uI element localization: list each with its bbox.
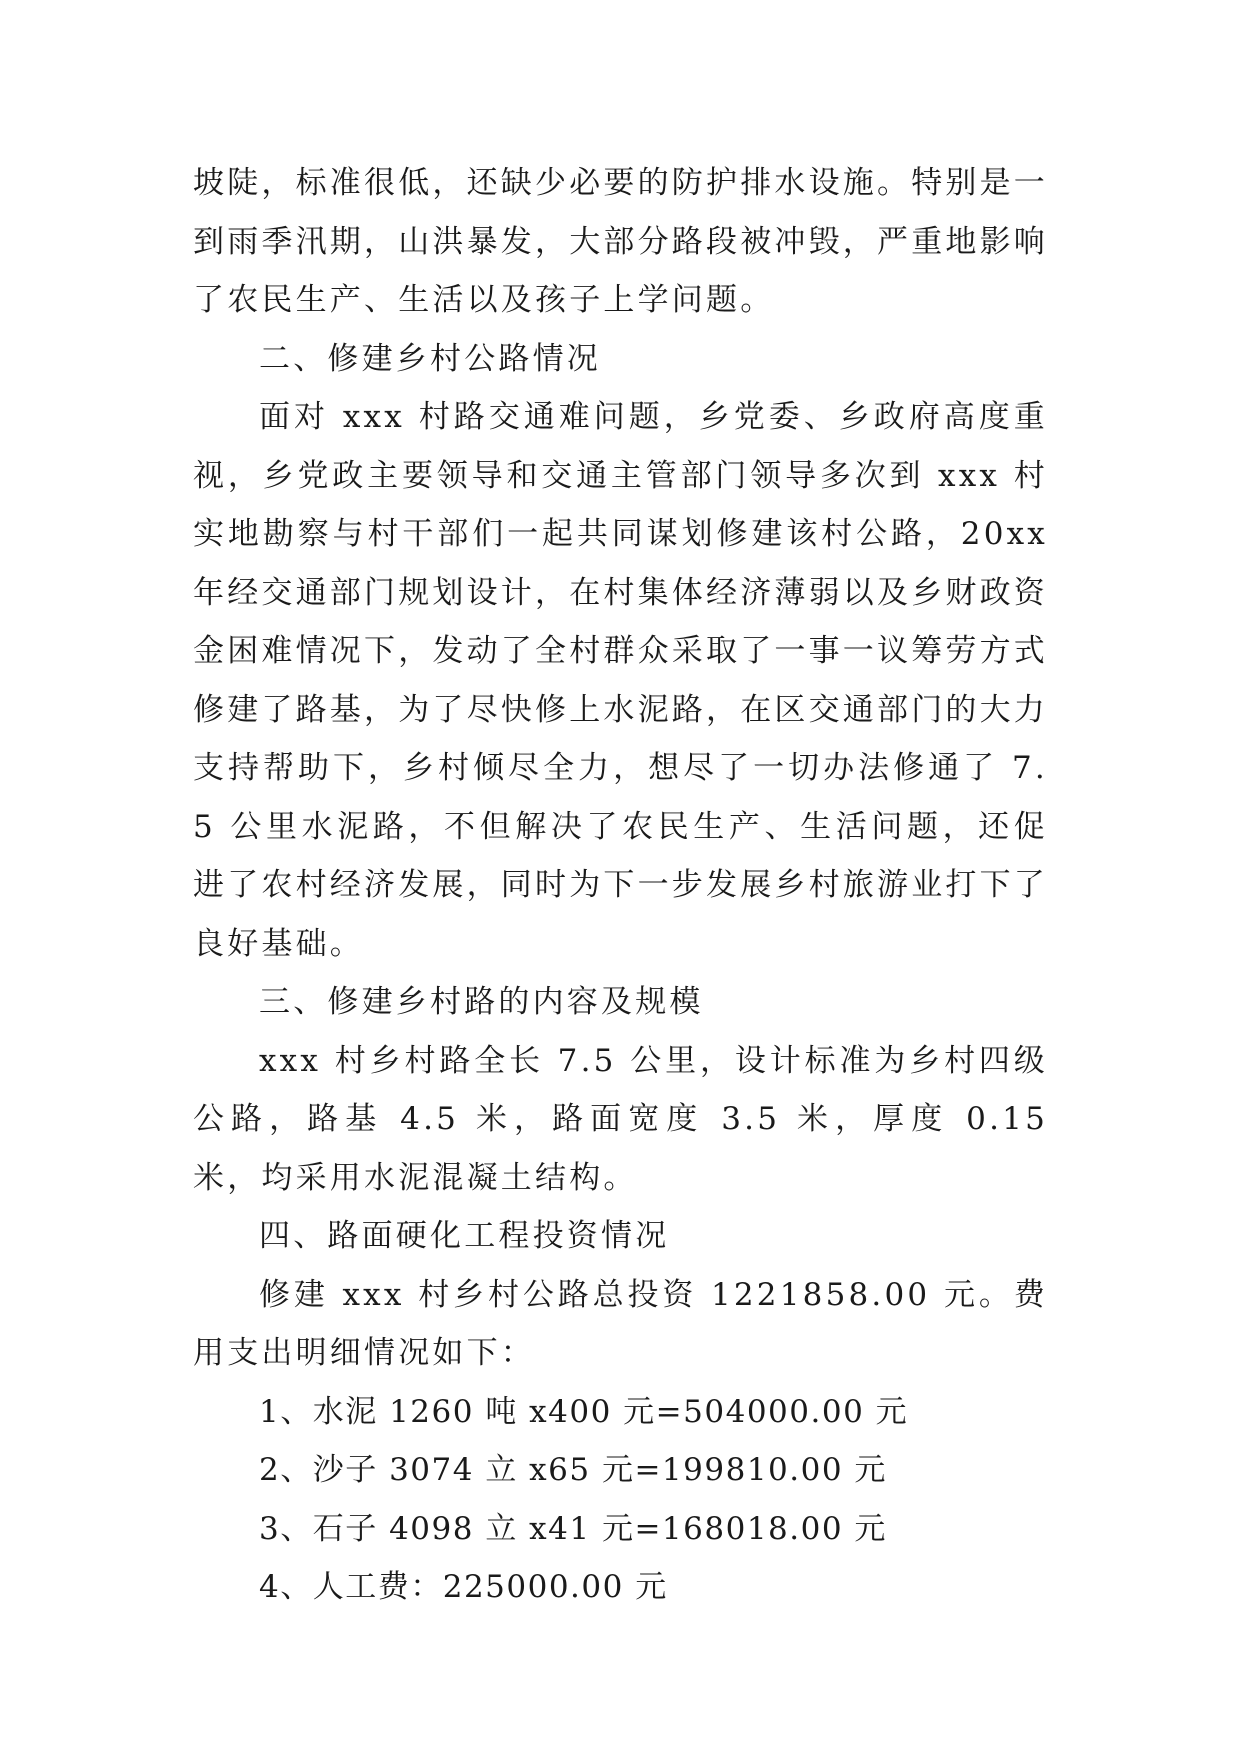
body-paragraph-scale: xxx 村乡村路全长 7.5 公里，设计标准为乡村四级公路，路基 4.5 米，路面宽度 3.5 米，厚度 0.15 米，均采用水泥混凝土结构。: [193, 1042, 1048, 1196]
body-paragraph-investment: 修建 xxx 村乡村公路总投资 1221858.00 元。费用支出明细情况如下：: [193, 1276, 1048, 1371]
document-body: [193, 154, 1048, 1617]
body-paragraph-road-construction: 面对 xxx 村路交通难问题，乡党委、乡政府高度重视，乡党政主要领导和交通主管部门领导多次到 xxx 村实地勘察与村干部们一起共同谋划修建该村公路，20xx 年经交通部门规划设计，在村集体经济薄弱以及乡财政资金困难情况下，发动了全村群众采取了一事一议筹劳方式修建了路基，为了尽快修上水泥路，在区交通部门的大力支持帮助下，乡村倾尽全力，想尽了一切办法修通了 7.5 公里水泥路，不但解决了农民生产、生活问题，还促进了农村经济发展，同时为下一步发展乡村旅游业打下了良好基础。: [193, 399, 1048, 962]
expense-item-stone: 3、石子 4098 立 x41 元=168018.00 元: [259, 1510, 887, 1547]
section-heading-three: 三、修建乡村路的内容及规模: [259, 984, 704, 1020]
section-heading-four: 四、路面硬化工程投资情况: [259, 1218, 670, 1254]
expense-item-cement: 1、水泥 1260 吨 x400 元=504000.00 元: [259, 1393, 909, 1430]
section-heading-two: 二、修建乡村公路情况: [259, 340, 601, 377]
expense-item-sand: 2、沙子 3074 立 x65 元=199810.00 元: [259, 1452, 887, 1488]
continuation-paragraph: 坡陡，标准很低，还缺少必要的防护排水设施。特别是一到雨季汛期，山洪暴发，大部分路段被冲毁，严重地影响了农民生产、生活以及孩子上学问题。: [193, 165, 1048, 318]
expense-item-labor: 4、人工费：225000.00 元: [259, 1569, 668, 1605]
